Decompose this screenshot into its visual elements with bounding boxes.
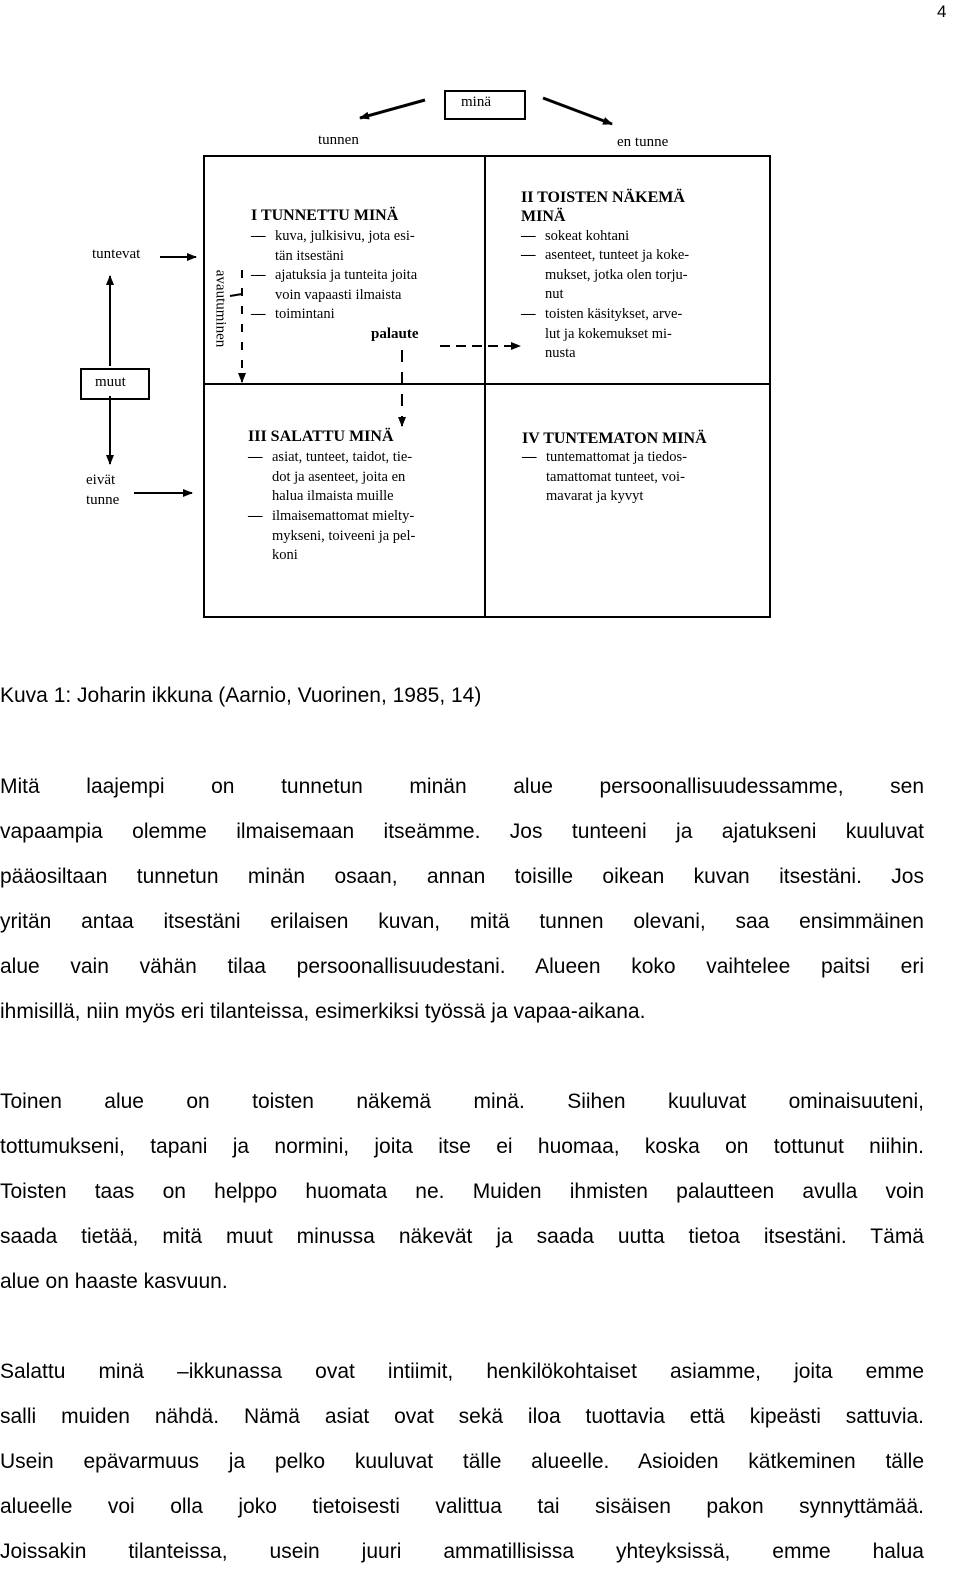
en-tunne-label: en tunne [617, 134, 669, 150]
tunne-label: tunne [86, 492, 120, 508]
quadrant-3-title: III SALATTU MINÄ [248, 428, 394, 445]
quadrant-1-item: — kuva, julkisivu, jota esi- tän itsestäni [251, 228, 415, 264]
quadrant-4-title: IV TUNTEMATON MINÄ [522, 430, 707, 447]
tunnen-label: tunnen [318, 132, 359, 148]
paragraph: Toinen alue on toisten näkemä minä. Siihen kuuluvat ominaisuuteni, tottumukseni, tapani ja normini, joita itse ei huomaa, koska on tottunut niihin. Toisten taas on helppo huomata ne. Muiden ihmisten palautteen avulla voin saada tietää, mitä muut minussa näkevät ja saada uutta tietoa itsestäni. Tämä alue on haaste kasvuun. [0, 1090, 924, 1293]
mina-label: minä [461, 94, 491, 110]
figure-caption: Kuva 1: Joharin ikkuna (Aarnio, Vuorinen, 1985, 14) [0, 684, 482, 707]
grid-horizontal-divider [203, 383, 769, 385]
quadrant-2-item: — toisten käsitykset, arve- lut ja kokemukset mi- nusta [521, 306, 683, 362]
quadrant-1-item: — ajatuksia ja tunteita joita voin vapaasti ilmaista [251, 267, 418, 303]
quadrant-2-item: — sokeat kohtani [521, 228, 630, 244]
page-number: 4 [937, 2, 947, 21]
muut-label: muut [95, 374, 126, 390]
paragraph: Salattu minä –ikkunassa ovat intiimit, henkilökohtaiset asiamme, joita emme salli muiden nähdä. Nämä asiat ovat sekä iloa tuottavia että kipeästi sattuvia. Usein epävarmuus ja pelko kuuluvat tälle alueelle. Asioiden kätkeminen tälle alueelle voi olla joko tietoisesti valittua tai sisäisen pakon synnyttämää. Joissakin tilanteissa, usein juuri ammatillisissa yhteyksissä, emme halua [0, 1360, 924, 1563]
quadrant-4-item: — tuntemattomat ja tiedos- tamattomat tunteet, voi- mavarat ja kyvyt [522, 449, 687, 505]
eivat-label: eivät [86, 472, 116, 488]
johari-window-diagram [0, 80, 960, 640]
quadrant-3-item: — asiat, tunteet, taidot, tie- dot ja asenteet, joita en halua ilmaista muille [248, 449, 413, 505]
quadrant-1-title: I TUNNETTU MINÄ [251, 207, 399, 224]
avautuminen-label: avautuminen [212, 269, 229, 348]
paragraph: Mitä laajempi on tunnetun minän alue persoonallisuudessamme, sen vapaampia olemme ilmaisemaan itseämme. Jos tunteeni ja ajatukseni kuuluvat pääosiltaan tunnetun minän osaan, annan toisille oikean kuvan itsestäni. Jos yritän antaa itsestäni erilaisen kuvan, mitä tunnen olevani, saa ensimmäinen alue vain vähän tilaa persoonallisuudestani. Alueen koko vaihtelee paitsi eri ihmisillä, niin myös eri tilanteissa, esimerkiksi työssä ja vapaa-aikana. [0, 775, 924, 1023]
palaute-label: palaute [371, 326, 419, 342]
quadrant-2-title: II TOISTEN NÄKEMÄ MINÄ [521, 189, 685, 225]
quadrant-2-item: — asenteet, tunteet ja koke- mukset, jotka olen torju- nut [521, 247, 690, 303]
tuntevat-label: tuntevat [92, 246, 141, 262]
quadrant-3-item: — ilmaisemattomat mielty- mykseni, toiveeni ja pel- koni [248, 508, 416, 564]
quadrant-1-item: — toimintani [251, 306, 335, 322]
grid-vertical-divider [484, 155, 486, 616]
